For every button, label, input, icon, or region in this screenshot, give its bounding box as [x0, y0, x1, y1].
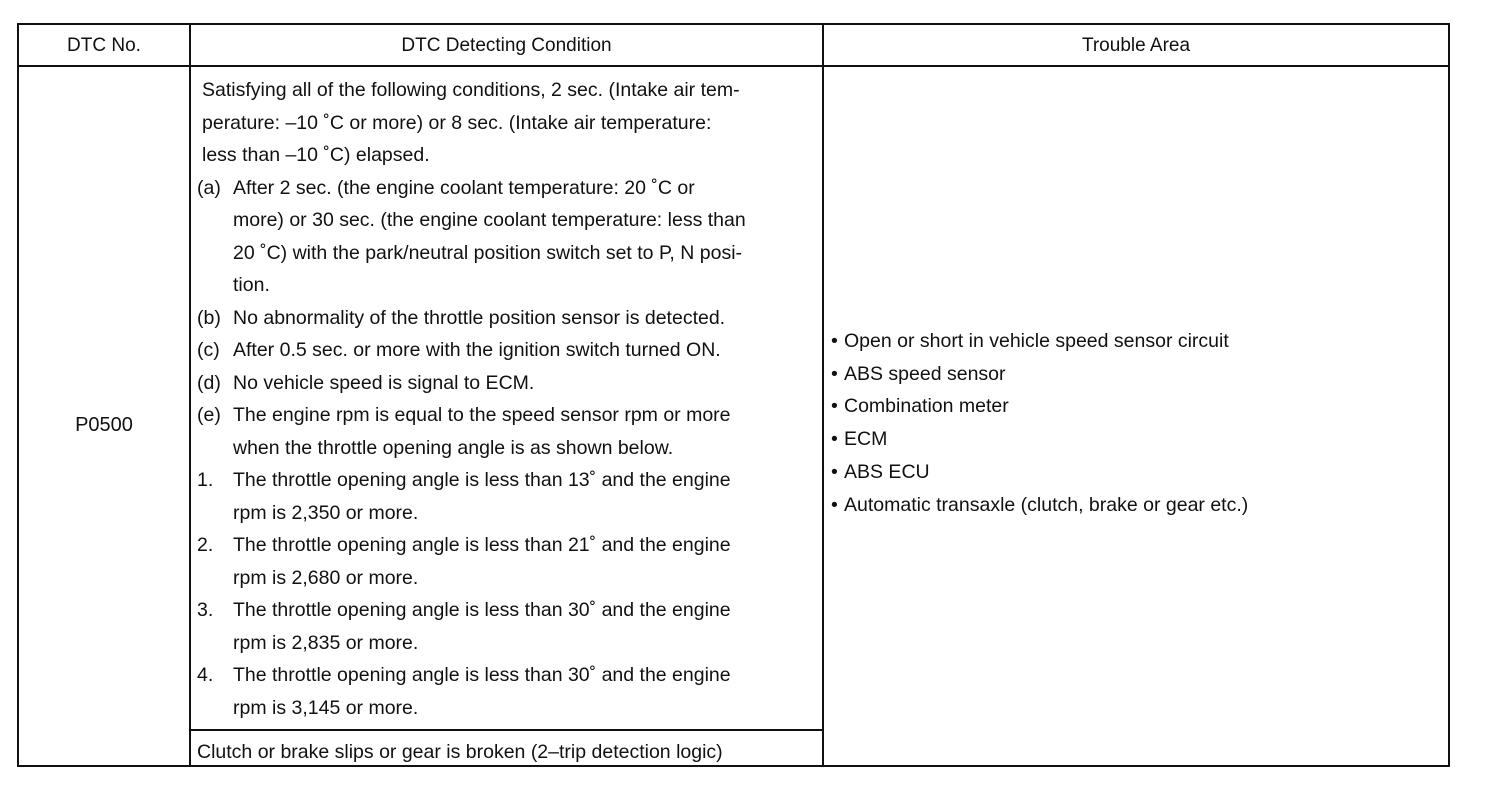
bullet: • [831, 493, 838, 516]
header-trouble-area: Trouble Area [1081, 34, 1191, 56]
condition-line: when the throttle opening angle is as shown below. [233, 436, 674, 459]
condition-item-text [233, 334, 825, 367]
trouble-area-item [831, 325, 1431, 358]
trouble-area-list [831, 325, 1431, 521]
dtc-code: P0500 [75, 414, 133, 436]
condition-line: rpm is 2,835 or more. [233, 631, 419, 654]
condition-item-text [233, 594, 825, 659]
column-divider [189, 25, 191, 765]
condition-line: The engine rpm is equal to the speed sensor rpm or more [233, 404, 731, 426]
condition-item-text [233, 172, 825, 302]
condition-item-marker: (c) [197, 339, 220, 361]
trouble-area-text: ABS ECU [844, 460, 930, 483]
condition-item [195, 172, 825, 302]
condition-line: No abnormality of the throttle position sensor is detected. [233, 306, 726, 329]
bullet: • [831, 460, 838, 483]
condition-line: The throttle opening angle is less than 13˚ and the engine [233, 469, 731, 491]
condition-intro-line: perature: –10 ˚C or more) or 8 sec. (Intake air temperature: [202, 111, 712, 134]
condition-item-marker: 1. [197, 469, 214, 491]
condition-item-text [233, 464, 825, 529]
trouble-area-item [831, 489, 1431, 522]
condition-item-text [233, 367, 825, 400]
condition-item-text [233, 659, 825, 724]
header-detecting-condition: DTC Detecting Condition [401, 34, 612, 56]
condition-item [195, 529, 825, 594]
condition-item-marker: 4. [197, 664, 214, 686]
trouble-area-text: ECM [844, 428, 888, 451]
condition-item-text [233, 399, 825, 464]
condition-line: The throttle opening angle is less than 30˚ and the engine [233, 599, 731, 621]
condition-item [195, 594, 825, 659]
condition-item [195, 334, 825, 367]
condition-line: After 0.5 sec. or more with the ignition switch turned ON. [233, 339, 721, 361]
condition-line: The throttle opening angle is less than 30˚ and the engine [233, 664, 731, 686]
condition-item-marker: 3. [197, 599, 214, 621]
trouble-area-text: Combination meter [844, 395, 1009, 418]
condition-intro-line: Satisfying all of the following conditions, 2 sec. (Intake air tem- [202, 79, 740, 101]
condition-item-text [233, 529, 825, 594]
trouble-area-item [831, 423, 1431, 456]
condition-item-text [233, 302, 825, 335]
condition-item [195, 367, 825, 400]
condition-item-marker: (b) [197, 306, 221, 329]
condition-intro-line: less than –10 ˚C) elapsed. [202, 144, 430, 166]
bullet: • [831, 330, 838, 352]
bullet: • [831, 395, 838, 418]
condition-line: After 2 sec. (the engine coolant temperature: 20 ˚C or [233, 176, 695, 199]
detecting-condition [195, 74, 825, 724]
condition-line: more) or 30 sec. (the engine coolant temperature: less than [233, 209, 746, 231]
header-dtc-no: DTC No. [67, 34, 141, 56]
trouble-area-text: Open or short in vehicle speed sensor circuit [844, 330, 1229, 352]
note-divider [189, 729, 823, 731]
condition-item-marker: (d) [197, 371, 221, 394]
trouble-area-text: ABS speed sensor [844, 362, 1006, 385]
trouble-area-item [831, 456, 1431, 489]
bullet: • [831, 428, 838, 451]
condition-line: 20 ˚C) with the park/neutral position switch set to P, N posi- [233, 241, 743, 264]
bullet: • [831, 362, 838, 385]
condition-item [195, 399, 825, 464]
condition-item-marker: (e) [197, 404, 221, 426]
condition-note: Clutch or brake slips or gear is broken (2–trip detection logic) [197, 741, 723, 763]
condition-line: No vehicle speed is signal to ECM. [233, 371, 535, 394]
condition-line: tion. [233, 274, 270, 296]
condition-line: The throttle opening angle is less than 21˚ and the engine [233, 534, 731, 556]
condition-item [195, 464, 825, 529]
trouble-area-text: Automatic transaxle (clutch, brake or gear etc.) [844, 493, 1249, 516]
trouble-area-item [831, 358, 1431, 391]
condition-item [195, 302, 825, 335]
condition-intro [195, 74, 825, 172]
condition-item [195, 659, 825, 724]
condition-item-marker: (a) [197, 176, 221, 199]
condition-line: rpm is 2,350 or more. [233, 501, 419, 524]
dtc-table [17, 23, 1450, 767]
trouble-area-item [831, 390, 1431, 423]
condition-item-marker: 2. [197, 534, 214, 556]
condition-line: rpm is 2,680 or more. [233, 566, 419, 589]
condition-line: rpm is 3,145 or more. [233, 696, 419, 719]
